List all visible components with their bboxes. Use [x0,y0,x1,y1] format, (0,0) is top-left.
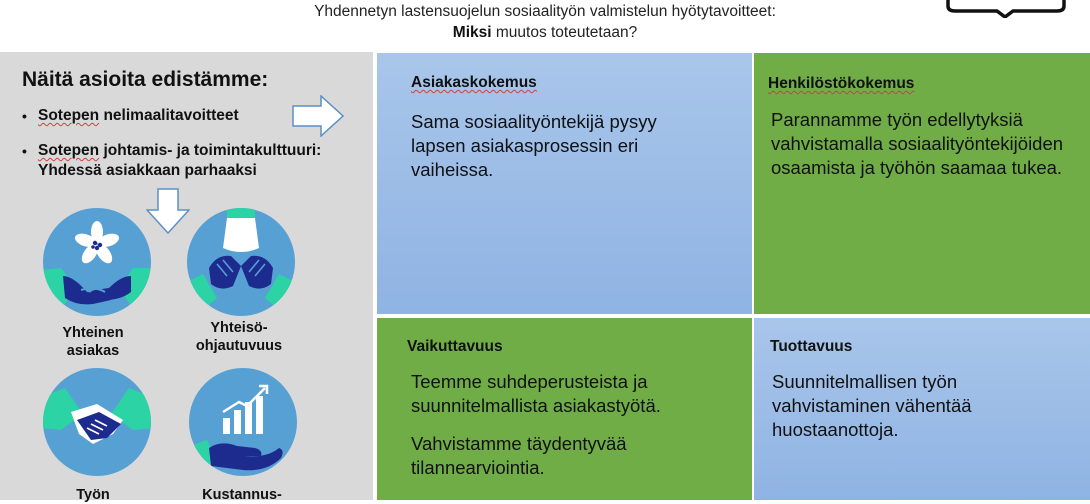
card-body: Parannamme työn edellytyksiä vahvistamalla sosiaalityöntekijöiden osaamista ja työhön saamaa tukea. [771,109,1064,178]
card-title: Henkilöstökokemus [768,75,915,92]
bullet-dot: • [22,108,27,124]
icon-label-yhteisoohjautuvuus: Yhteisö- ohjautuvuus [195,320,283,354]
card-body-2: Vahvistamme täydentyvää tilannearviointia. [411,433,627,478]
card-title: Vaikuttavuus [407,338,503,355]
header [0,0,1090,52]
card-henkilostokokemus [754,53,1090,314]
left-heading: Näitä asioita edistämme: [22,68,269,91]
handshake-icon [43,368,151,476]
growth-chart-hand-icon [189,368,297,476]
card-asiakaskokemus [377,53,752,314]
speech-bubble-logo-icon [945,0,1067,18]
card-title: Asiakaskokemus [411,74,537,91]
card-vaikuttavuus [377,318,752,500]
bullet-2-prefix: Sotepen [38,142,100,159]
icon-label-tyon: Työn [76,487,110,503]
icon-label-yhteinen-asiakas: Yhteinen asiakas [62,325,124,359]
header-subtitle-bold: Miksi [452,24,492,41]
card-title: Tuottavuus [770,338,853,355]
card-body-1: Teemme suhdeperusteista ja suunnitelmallista asiakastyötä. [411,371,661,416]
bullet-1-text: nelimaalitavoitteet [99,107,239,124]
left-panel [0,52,373,503]
bullet-2-text: johtamis- ja toimintakulttuuri: Yhdessä asiakkaan parhaaksi [38,142,322,179]
header-subtitle [0,24,1090,42]
bullet-dot: • [22,143,27,159]
card-tuottavuus [754,318,1090,500]
header-title: Yhdennetyn lastensuojelun sosiaalityön valmistelun hyötytavoitteet: [314,3,776,20]
card-body: Sama sosiaalityöntekijä pysyy lapsen asiakasprosessin eri vaiheissa. [411,111,657,180]
arrow-right-icon [292,95,344,137]
joined-hands-icon [187,208,295,316]
bullet-item-1 [22,106,322,126]
bullet-1-prefix: Sotepen [38,107,100,124]
card-body: Suunnitelmallisen työn vahvistaminen vähentää huostaanottoja. [772,371,972,440]
icon-label-kustannus: Kustannus- [202,487,282,503]
bullet-item-2 [22,141,367,181]
arrow-down-icon [146,188,190,234]
flower-hands-icon [43,208,151,316]
header-subtitle-rest: muutos toteutetaan? [491,24,638,41]
